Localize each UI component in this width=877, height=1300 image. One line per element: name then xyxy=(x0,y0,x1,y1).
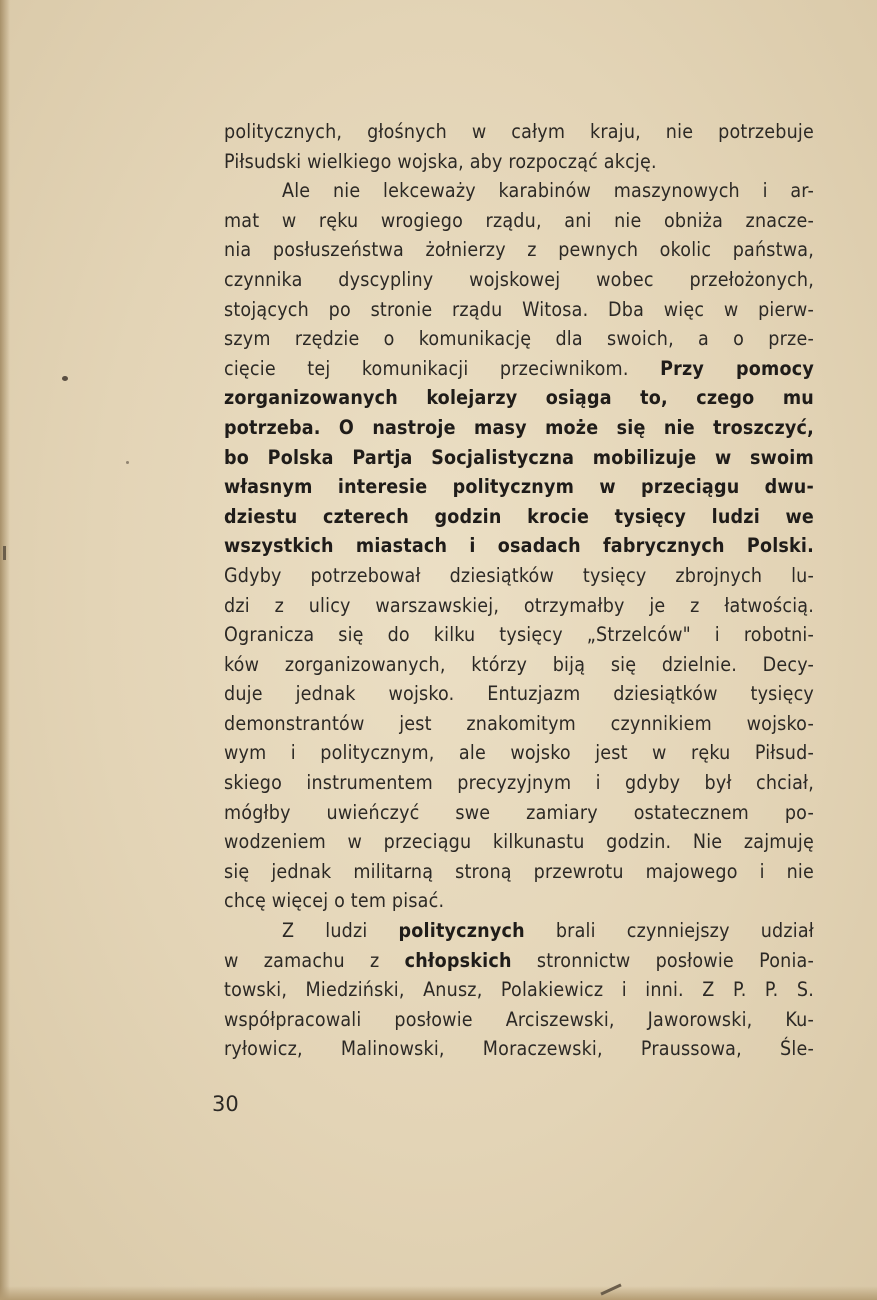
text-segment: duje jednak wojsko. Entuzjazm dziesiątków tysięcy xyxy=(224,682,814,706)
text-segment: skiego instrumentem precyzyjnym i gdyby był chciał, xyxy=(224,771,814,795)
text-line xyxy=(224,916,814,946)
text-segment: chcę więcej o tem pisać. xyxy=(224,889,445,913)
text-line xyxy=(224,975,814,1005)
emphasized-text: zorganizowanych kolejarzy osiąga to, czego mu xyxy=(224,386,814,410)
text-line xyxy=(224,383,814,413)
paper-scratch xyxy=(3,546,6,560)
text-line xyxy=(224,235,814,265)
text-segment: cięcie tej komunikacji przeciwnikom. xyxy=(224,356,629,380)
text-line xyxy=(224,650,814,680)
page-left-edge xyxy=(0,0,10,1300)
text-segment: towski, Miedziński, Anusz, Polakiewicz i inni. Z P. P. S. xyxy=(224,978,814,1002)
page-number: 30 xyxy=(212,1092,239,1116)
text-line xyxy=(224,798,814,828)
text-line xyxy=(224,857,814,887)
text-segment: stojących po stronie rządu Witosa. Dba więc w pierw- xyxy=(224,297,814,321)
text-segment: szym rzędzie o komunikację dla swoich, a o prze- xyxy=(224,327,814,351)
text-line xyxy=(224,472,814,502)
emphasized-text: Przy pomocy xyxy=(660,356,814,380)
emphasized-text: chłopskich xyxy=(404,948,512,972)
text-line xyxy=(224,531,814,561)
emphasized-text: politycznych xyxy=(398,919,525,943)
text-segment: wodzeniem w przeciągu kilkunastu godzin. Nie zajmuję xyxy=(224,830,814,854)
text-segment: brali czynniejszy udział xyxy=(524,919,814,943)
text-line xyxy=(224,295,814,325)
text-line xyxy=(224,502,814,532)
emphasized-text: bo Polska Partja Socjalistyczna mobilizuje w swoim xyxy=(224,445,814,469)
text-line xyxy=(224,265,814,295)
text-segment: dzi z ulicy warszawskiej, otrzymałby je z łatwością. xyxy=(224,593,814,617)
text-line xyxy=(224,354,814,384)
text-segment: demonstrantów jest znakomitym czynnikiem wojsko- xyxy=(224,711,814,735)
text-line xyxy=(224,561,814,591)
text-line xyxy=(224,620,814,650)
text-line xyxy=(224,827,814,857)
text-segment: ków zorganizowanych, którzy biją się dzielnie. Decy- xyxy=(224,652,814,676)
text-line xyxy=(224,206,814,236)
text-line xyxy=(224,1005,814,1035)
text-segment: Piłsudski wielkiego wojska, aby rozpocząć akcję. xyxy=(224,149,657,173)
text-segment: się jednak militarną stroną przewrotu majowego i nie xyxy=(224,859,814,883)
text-line xyxy=(224,176,814,206)
text-segment: mógłby uwieńczyć swe zamiary ostatecznem po- xyxy=(224,800,814,824)
text-segment: wym i politycznym, ale wojsko jest w ręku Piłsud- xyxy=(224,741,814,765)
text-line xyxy=(224,413,814,443)
text-line xyxy=(224,591,814,621)
text-segment: politycznych, głośnych w całym kraju, nie potrzebuje xyxy=(224,120,814,143)
text-segment: czynnika dyscypliny wojskowej wobec przełożonych, xyxy=(224,267,814,291)
text-segment: Z ludzi xyxy=(282,919,399,943)
text-segment: w zamachu z xyxy=(224,948,405,972)
emphasized-text: dziestu czterech godzin krocie tysięcy ludzi we xyxy=(224,504,814,528)
emphasized-text: potrzeba. O nastroje masy może się nie troszczyć, xyxy=(224,415,814,439)
text-line xyxy=(224,946,814,976)
ink-speck xyxy=(126,461,129,464)
text-line xyxy=(224,117,814,147)
text-segment: Gdyby potrzebował dziesiątków tysięcy zbrojnych lu- xyxy=(224,563,814,587)
text-segment: Ogranicza się do kilku tysięcy „Strzelców" i robotni- xyxy=(224,623,814,647)
text-line xyxy=(224,1034,814,1064)
text-line xyxy=(224,738,814,768)
text-line xyxy=(224,709,814,739)
text-line xyxy=(224,886,814,916)
text-line xyxy=(224,324,814,354)
text-line xyxy=(224,768,814,798)
text-segment: ryłowicz, Malinowski, Moraczewski, Praussowa, Śle- xyxy=(224,1037,814,1061)
text-segment: mat w ręku wrogiego rządu, ani nie obniża znacze- xyxy=(224,208,814,232)
page-bottom-edge xyxy=(0,1286,877,1300)
text-segment: Ale nie lekceważy karabinów maszynowych i ar- xyxy=(282,179,814,203)
text-line xyxy=(224,443,814,473)
text-segment: stronnictw posłowie Ponia- xyxy=(511,948,815,972)
text-segment: współpracowali posłowie Arciszewski, Jaworowski, Ku- xyxy=(224,1007,814,1031)
text-line xyxy=(224,679,814,709)
ink-speck xyxy=(62,376,68,381)
text-segment: nia posłuszeństwa żołnierzy z pewnych okolic państwa, xyxy=(224,238,814,262)
emphasized-text: wszystkich miastach i osadach fabrycznych Polski. xyxy=(224,534,814,558)
body-text xyxy=(224,117,814,1064)
text-line xyxy=(224,147,814,177)
emphasized-text: własnym interesie politycznym w przeciągu dwu- xyxy=(224,475,814,499)
